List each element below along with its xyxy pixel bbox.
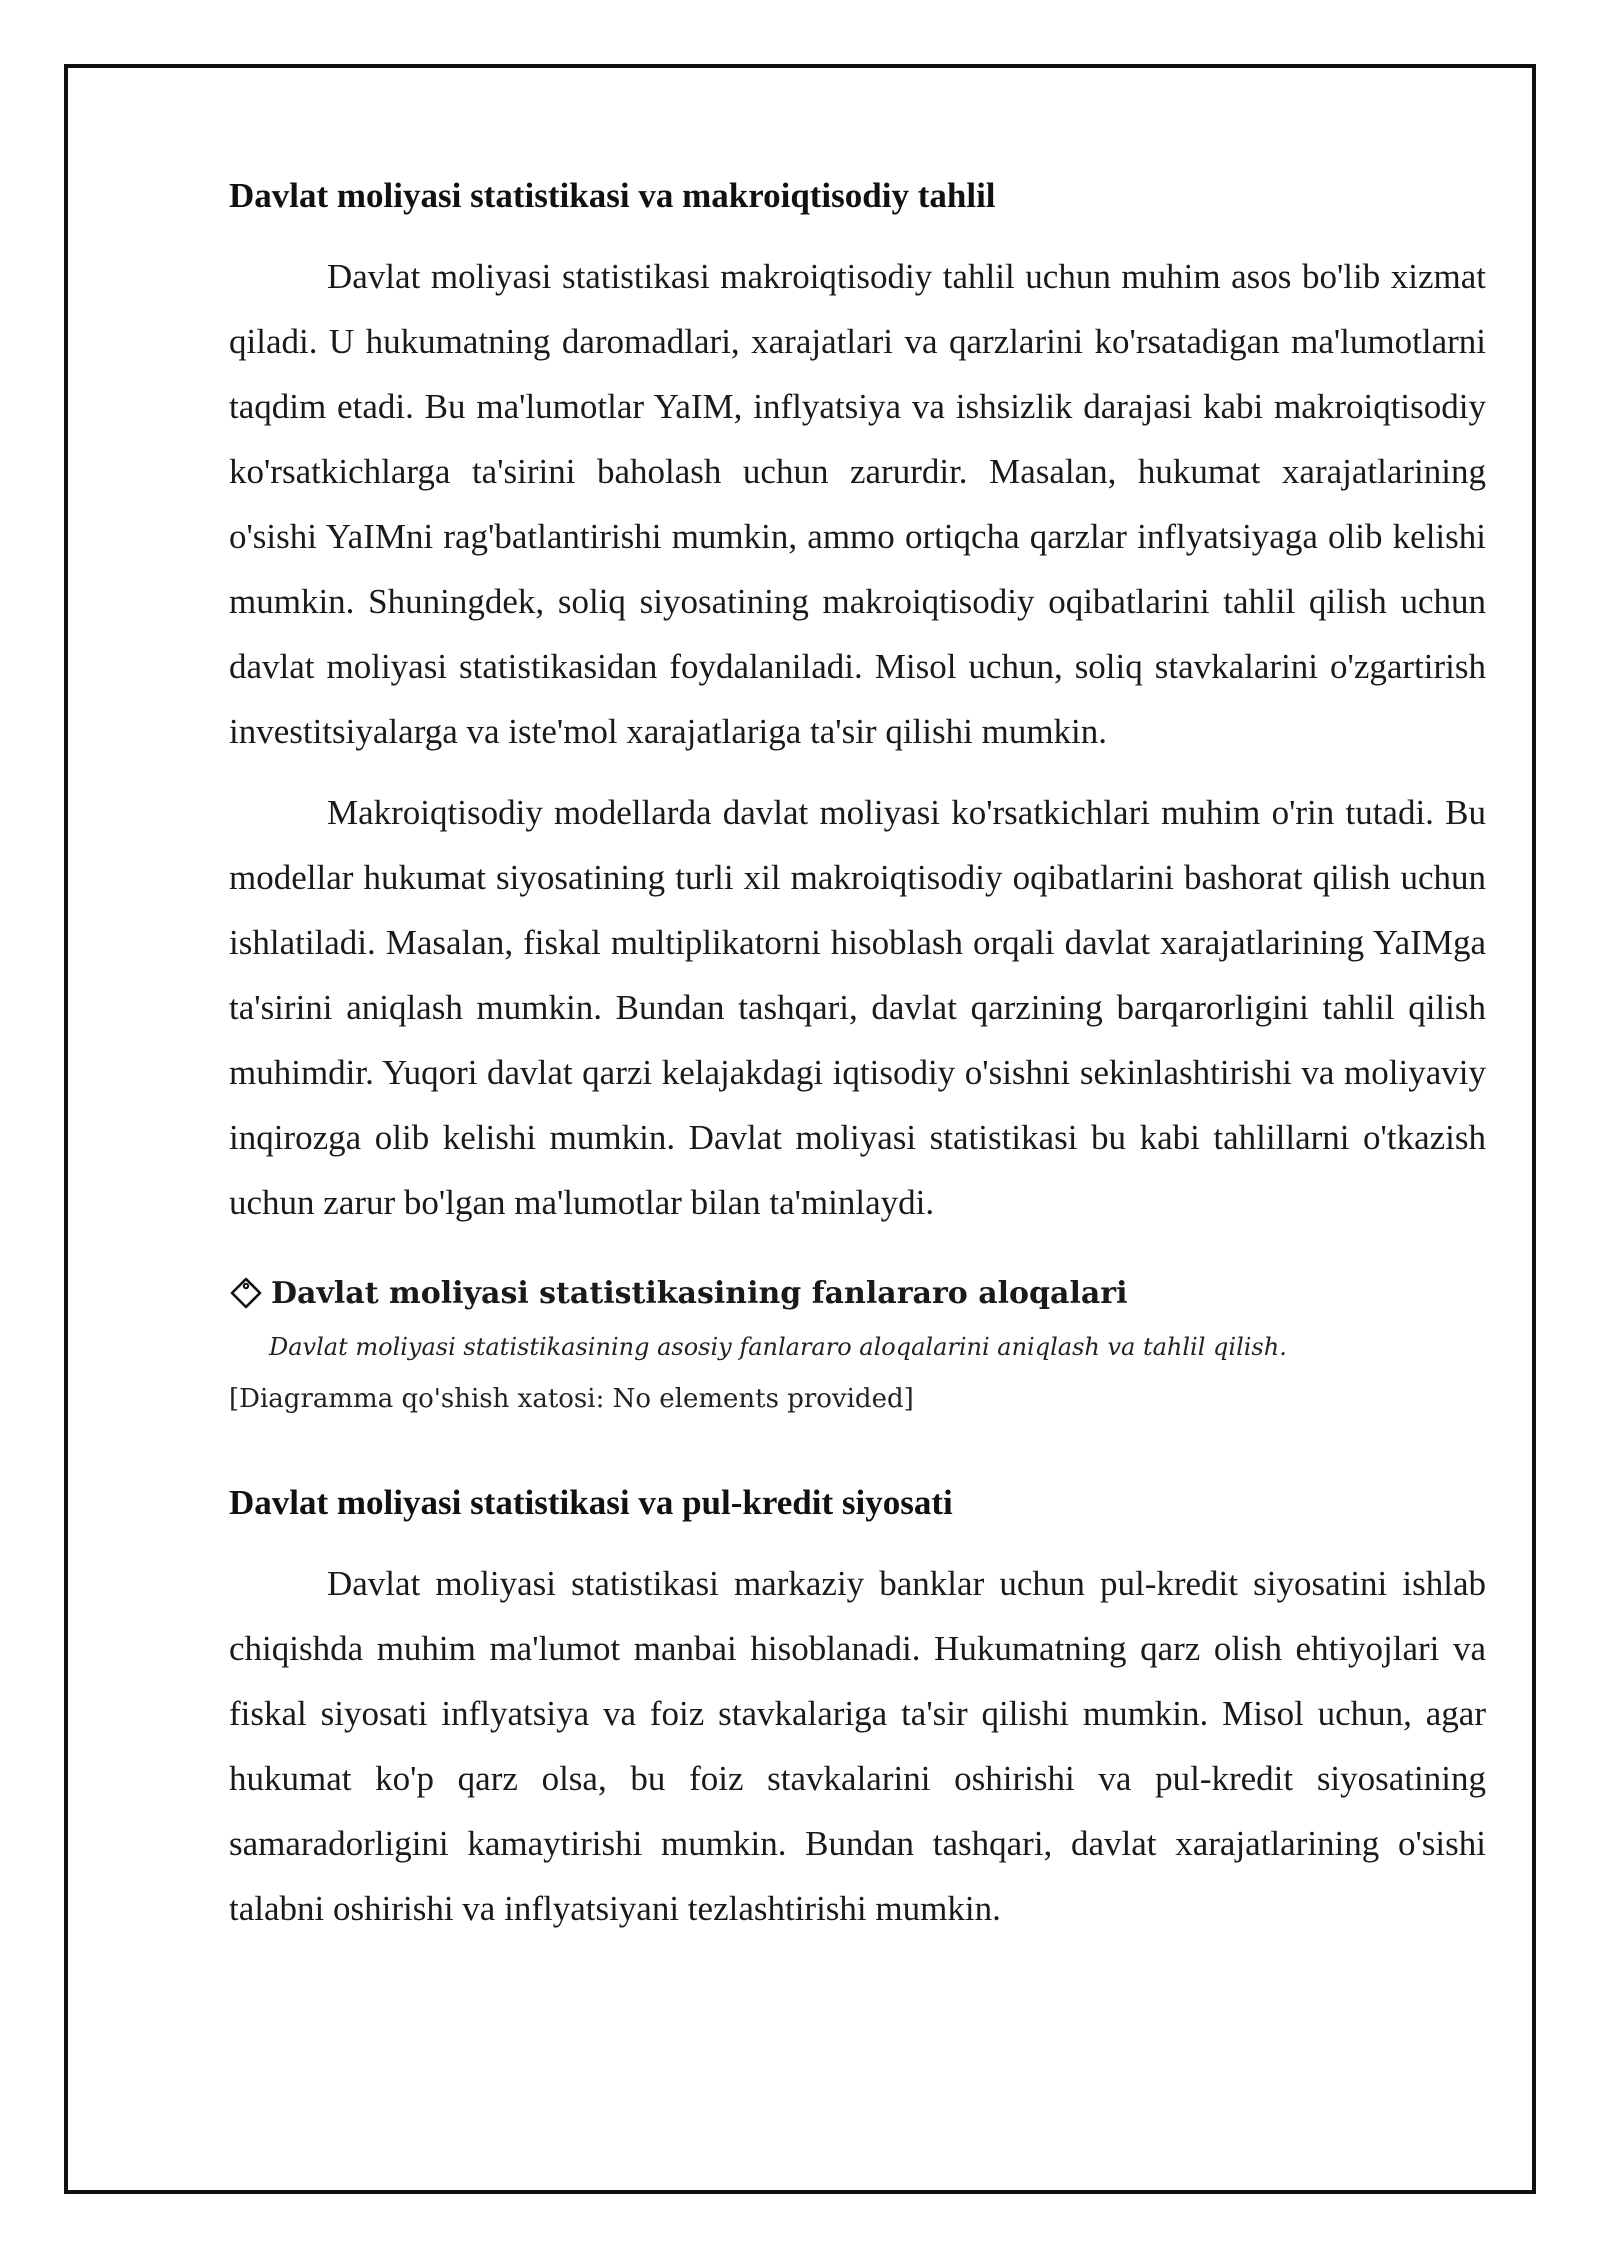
document-content [229,172,1486,1957]
diagram-error-message: [Diagramma qo'shish xatosi: No elements provided] [229,1384,914,1414]
diagram-block [229,1269,1486,1419]
tag-icon [229,1276,263,1310]
diagram-title-row [229,1269,1486,1317]
section-heading-macro-analysis: Davlat moliyasi statistikasi va makroiqtisodiy tahlil [229,176,996,215]
paragraph: Makroiqtisodiy modellarda davlat moliyasi ko'rsatkichlari muhim o'rin tutadi. Bu modellar hukumat siyosatining turli xil makroiqtisodiy oqibatlarini bashorat qilish uchun ishlatiladi. Masalan, fiskal multiplikatorni hisoblash orqali davlat xarajatlarining YaIMga ta'sirini aniqlash mumkin. Bundan tashqari, davlat qarzining barqarorligini tahlil qilish muhimdir. Yuqori davlat qarzi kelajakdagi iqtisodiy o'sishni sekinlashtirishi va moliyaviy inqirozga olib kelishi mumkin. Davlat moliyasi statistikasi bu kabi tahlillarni o'tkazish uchun zarur bo'lgan ma'lumotlar bilan ta'minlaydi. [229,793,1486,1222]
diagram-subtitle: Davlat moliyasi statistikasining asosiy fanlararo aloqalarini aniqlash va tahlil qilish. [269,1333,1287,1361]
paragraph: Davlat moliyasi statistikasi markaziy banklar uchun pul-kredit siyosatini ishlab chiqishda muhim ma'lumot manbai hisoblanadi. Hukumatning qarz olish ehtiyojlari va fiskal siyosati inflyatsiya va foiz stavkalariga ta'sir qilishi mumkin. Misol uchun, agar hukumat ko'p qarz olsa, bu foiz stavkalarini oshirishi va pul-kredit siyosatining samaradorligini kamaytirishi mumkin. Bundan tashqari, davlat xarajatlarining o'sishi talabni oshirishi va inflyatsiyani tezlashtirishi mumkin. [229,1564,1486,1928]
section-heading-monetary-policy: Davlat moliyasi statistikasi va pul-kredit siyosati [229,1483,953,1522]
diagram-title: Davlat moliyasi statistikasining fanlararo aloqalari [271,1275,1128,1311]
section-monetary-policy [229,1479,1486,1941]
paragraph: Davlat moliyasi statistikasi makroiqtisodiy tahlil uchun muhim asos bo'lib xizmat qiladi. U hukumatning daromadlari, xarajatlari va qarzlarini ko'rsatadigan ma'lumotlarni taqdim etadi. Bu ma'lumotlar YaIM, inflyatsiya va ishsizlik darajasi kabi makroiqtisodiy ko'rsatkichlarga ta'sirini baholash uchun zarurdir. Masalan, hukumat xarajatlarining o'sishi YaIMni rag'batlantirishi mumkin, ammo ortiqcha qarzlar inflyatsiyaga olib kelishi mumkin. Shuningdek, soliq siyosatining makroiqtisodiy oqibatlarini tahlil qilish uchun davlat moliyasi statistikasidan foydalaniladi. Misol uchun, soliq stavkalarini o'zgartirish investitsiyalarga va iste'mol xarajatlariga ta'sir qilishi mumkin. [229,257,1486,751]
